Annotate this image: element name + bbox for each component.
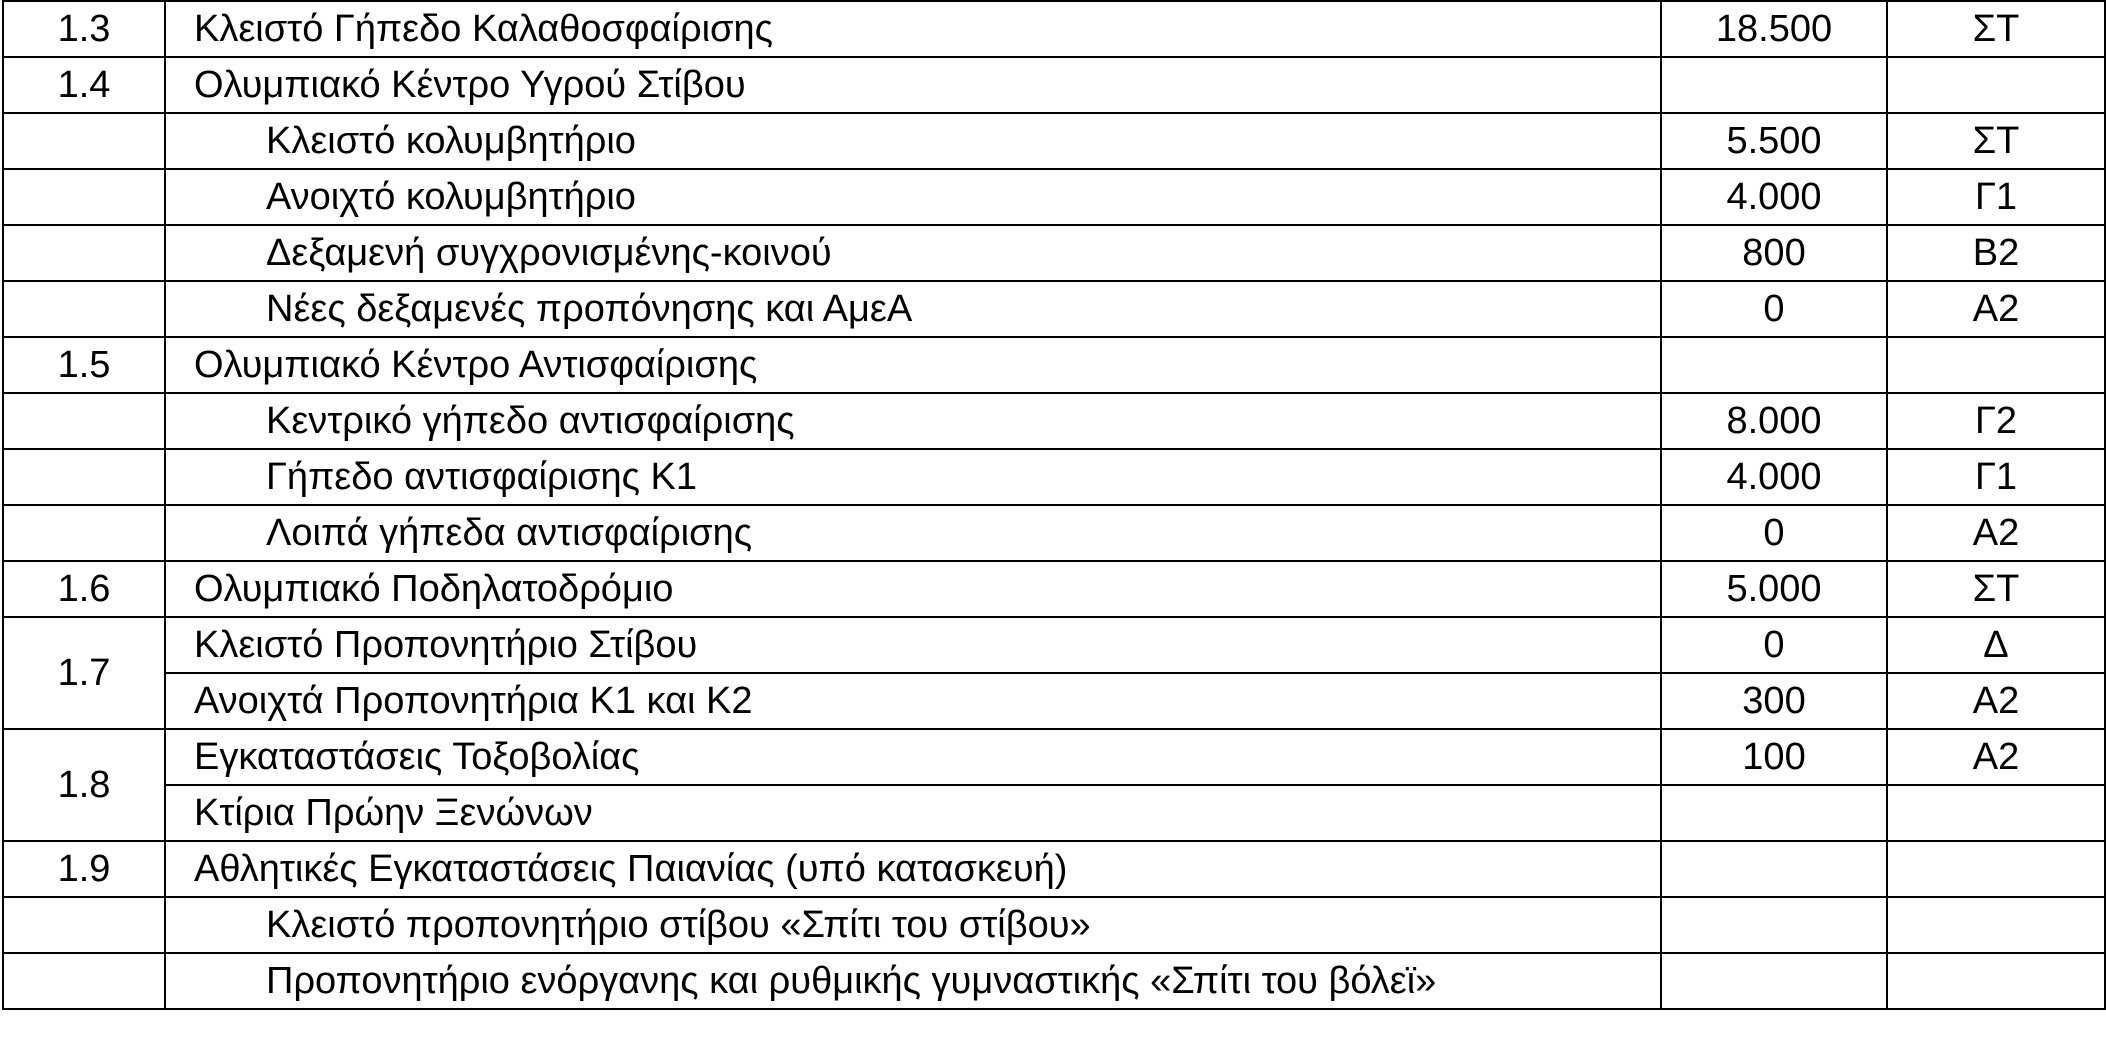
venue-name-cell: Νέες δεξαμενές προπόνησης και ΑμεΑ [165, 281, 1661, 337]
venue-name-cell: Ολυμπιακό Κέντρο Αντισφαίρισης [165, 337, 1661, 393]
capacity-cell [1661, 897, 1887, 953]
table-row [3, 57, 2105, 113]
table-row [3, 1, 2105, 57]
venue-name-cell: Κλειστό Γήπεδο Καλαθοσφαίρισης [165, 1, 1661, 57]
row-number-cell: 1.4 [3, 57, 165, 113]
table-row [3, 393, 2105, 449]
capacity-cell: 100 [1661, 729, 1887, 785]
row-number-cell: 1.6 [3, 561, 165, 617]
venue-name-cell: Εγκαταστάσεις Τοξοβολίας [165, 729, 1661, 785]
table-row [3, 673, 2105, 729]
row-number-cell: 1.7 [3, 617, 165, 729]
venue-name-cell: Ολυμπιακό Κέντρο Υγρού Στίβου [165, 57, 1661, 113]
capacity-cell: 18.500 [1661, 1, 1887, 57]
row-number-cell [3, 953, 165, 1009]
row-number-cell: 1.9 [3, 841, 165, 897]
venues-table-body [3, 1, 2105, 1009]
capacity-cell [1661, 953, 1887, 1009]
venue-name-cell: Κτίρια Πρώην Ξενώνων [165, 785, 1661, 841]
venue-name-cell: Αθλητικές Εγκαταστάσεις Παιανίας (υπό κατασκευή) [165, 841, 1661, 897]
capacity-cell: 5.000 [1661, 561, 1887, 617]
venue-name-cell: Προπονητήριο ενόργανης και ρυθμικής γυμναστικής «Σπίτι του βόλεϊ» [165, 953, 1661, 1009]
capacity-cell: 4.000 [1661, 169, 1887, 225]
category-cell: Γ1 [1887, 169, 2105, 225]
category-cell: ΣΤ [1887, 561, 2105, 617]
category-cell [1887, 841, 2105, 897]
category-cell [1887, 785, 2105, 841]
table-row [3, 841, 2105, 897]
capacity-cell: 0 [1661, 617, 1887, 673]
capacity-cell: 4.000 [1661, 449, 1887, 505]
row-number-cell [3, 505, 165, 561]
capacity-cell [1661, 841, 1887, 897]
venue-name-cell: Κεντρικό γήπεδο αντισφαίρισης [165, 393, 1661, 449]
venue-name-cell: Γήπεδο αντισφαίρισης Κ1 [165, 449, 1661, 505]
capacity-cell: 300 [1661, 673, 1887, 729]
table-row [3, 225, 2105, 281]
category-cell: Δ [1887, 617, 2105, 673]
category-cell: Γ1 [1887, 449, 2105, 505]
venue-name-cell: Κλειστό κολυμβητήριο [165, 113, 1661, 169]
category-cell: Α2 [1887, 729, 2105, 785]
venue-name-cell: Κλειστό προπονητήριο στίβου «Σπίτι του στίβου» [165, 897, 1661, 953]
row-number-cell [3, 281, 165, 337]
category-cell [1887, 57, 2105, 113]
venue-name-cell: Ολυμπιακό Ποδηλατοδρόμιο [165, 561, 1661, 617]
venue-name-cell: Δεξαμενή συγχρονισμένης-κοινού [165, 225, 1661, 281]
row-number-cell [3, 169, 165, 225]
category-cell: Α2 [1887, 281, 2105, 337]
capacity-cell: 0 [1661, 281, 1887, 337]
category-cell [1887, 337, 2105, 393]
category-cell [1887, 897, 2105, 953]
category-cell [1887, 953, 2105, 1009]
table-row [3, 449, 2105, 505]
category-cell: Α2 [1887, 505, 2105, 561]
category-cell: Γ2 [1887, 393, 2105, 449]
category-cell: ΣΤ [1887, 1, 2105, 57]
row-number-cell [3, 897, 165, 953]
venue-name-cell: Ανοιχτό κολυμβητήριο [165, 169, 1661, 225]
venue-name-cell: Κλειστό Προπονητήριο Στίβου [165, 617, 1661, 673]
capacity-cell [1661, 785, 1887, 841]
table-row [3, 897, 2105, 953]
row-number-cell: 1.8 [3, 729, 165, 841]
table-row [3, 953, 2105, 1009]
venue-name-cell: Λοιπά γήπεδα αντισφαίρισης [165, 505, 1661, 561]
table-row [3, 617, 2105, 673]
row-number-cell [3, 393, 165, 449]
table-row [3, 169, 2105, 225]
table-row [3, 505, 2105, 561]
row-number-cell [3, 113, 165, 169]
capacity-cell: 8.000 [1661, 393, 1887, 449]
table-row [3, 729, 2105, 785]
table-row [3, 785, 2105, 841]
category-cell: Β2 [1887, 225, 2105, 281]
table-row [3, 113, 2105, 169]
capacity-cell: 0 [1661, 505, 1887, 561]
capacity-cell [1661, 337, 1887, 393]
category-cell: Α2 [1887, 673, 2105, 729]
category-cell: ΣΤ [1887, 113, 2105, 169]
capacity-cell [1661, 57, 1887, 113]
capacity-cell: 5.500 [1661, 113, 1887, 169]
row-number-cell [3, 225, 165, 281]
capacity-cell: 800 [1661, 225, 1887, 281]
row-number-cell: 1.5 [3, 337, 165, 393]
table-row [3, 337, 2105, 393]
table-row [3, 281, 2105, 337]
row-number-cell [3, 449, 165, 505]
venues-table [2, 0, 2106, 1010]
venue-name-cell: Ανοιχτά Προπονητήρια Κ1 και Κ2 [165, 673, 1661, 729]
table-row [3, 561, 2105, 617]
row-number-cell: 1.3 [3, 1, 165, 57]
